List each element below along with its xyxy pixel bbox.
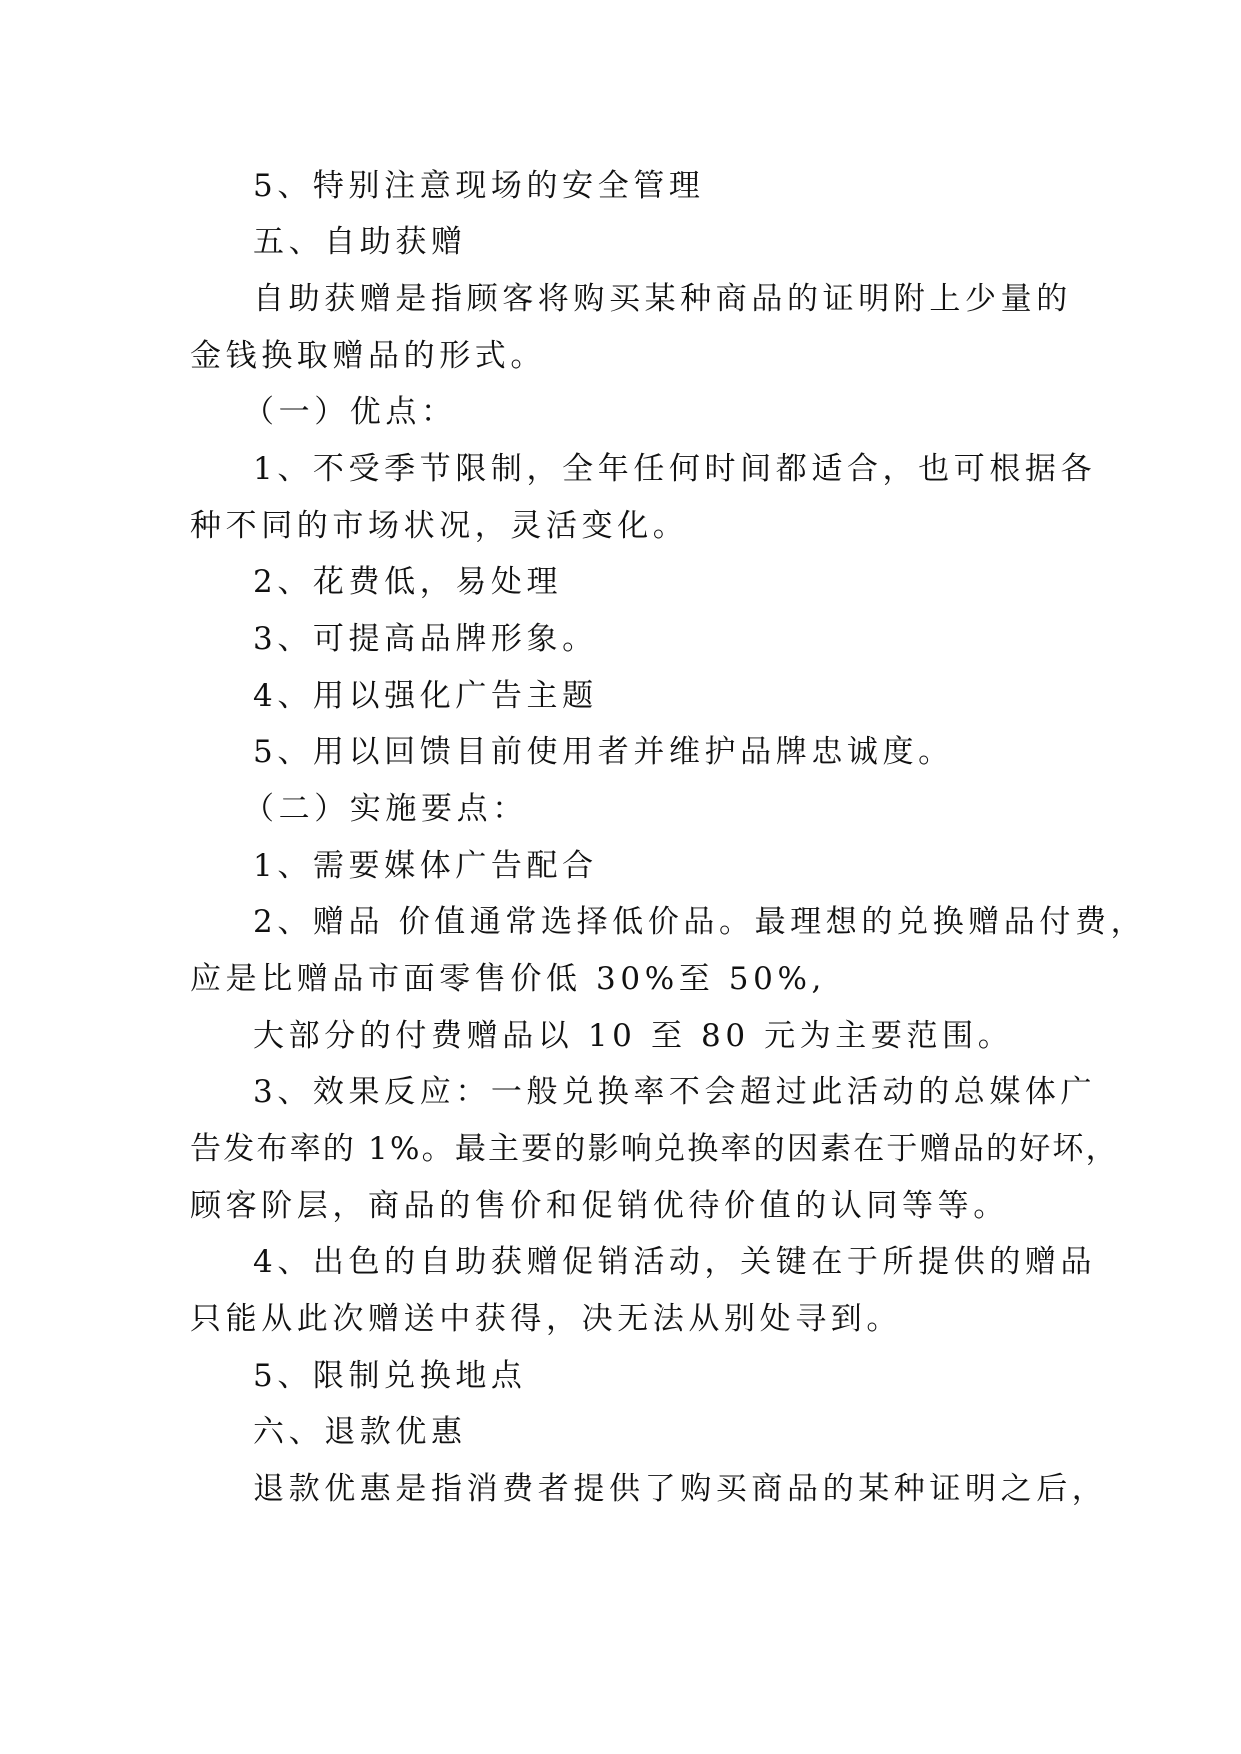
section-heading: 六、退款优惠 bbox=[253, 1414, 467, 1450]
paragraph-line: 大部分的付费赠品以 10 至 80 元为主要范围。 bbox=[253, 1018, 1014, 1054]
list-item: 1、不受季节限制，全年任何时间都适合，也可根据各 bbox=[253, 451, 1097, 487]
list-item: 2、花费低，易处理 bbox=[253, 564, 563, 600]
subsection-heading: （二）实施要点： bbox=[243, 791, 528, 827]
paragraph-line: 金钱换取赠品的形式。 bbox=[190, 338, 546, 374]
list-item: 4、用以强化广告主题 bbox=[253, 678, 598, 714]
list-item: 3、效果反应：一般兑换率不会超过此活动的总媒体广 bbox=[253, 1074, 1097, 1110]
paragraph-line: 退款优惠是指消费者提供了购买商品的某种证明之后， bbox=[253, 1471, 1108, 1507]
list-item: 5、特别注意现场的安全管理 bbox=[253, 168, 705, 204]
section-heading: 五、自助获赠 bbox=[253, 224, 467, 260]
paragraph-line: 自助获赠是指顾客将购买某种商品的证明附上少量的 bbox=[253, 281, 1072, 317]
paragraph-line: 种不同的市场状况，灵活变化。 bbox=[190, 508, 689, 544]
paragraph-line: 只能从此次赠送中获得，决无法从别处寻到。 bbox=[190, 1301, 902, 1337]
list-item: 5、用以回馈目前使用者并维护品牌忠诚度。 bbox=[253, 734, 954, 770]
list-item: 3、可提高品牌形象。 bbox=[253, 621, 598, 657]
paragraph-line: 顾客阶层，商品的售价和促销优待价值的认同等等。 bbox=[190, 1188, 1009, 1224]
subsection-heading: （一）优点： bbox=[243, 394, 457, 430]
list-item: 5、限制兑换地点 bbox=[253, 1358, 527, 1394]
list-item: 1、需要媒体广告配合 bbox=[253, 848, 598, 884]
list-item: 4、出色的自助获赠促销活动，关键在于所提供的赠品 bbox=[253, 1244, 1097, 1280]
paragraph-line: 告发布率的 1%。最主要的影响兑换率的因素在于赠品的好坏， bbox=[190, 1131, 1119, 1167]
list-item: 2、赠品 价值通常选择低价品。最理想的兑换赠品付费， bbox=[253, 904, 1147, 940]
paragraph-line: 应是比赠品市面零售价低 30%至 50%, bbox=[190, 961, 826, 997]
